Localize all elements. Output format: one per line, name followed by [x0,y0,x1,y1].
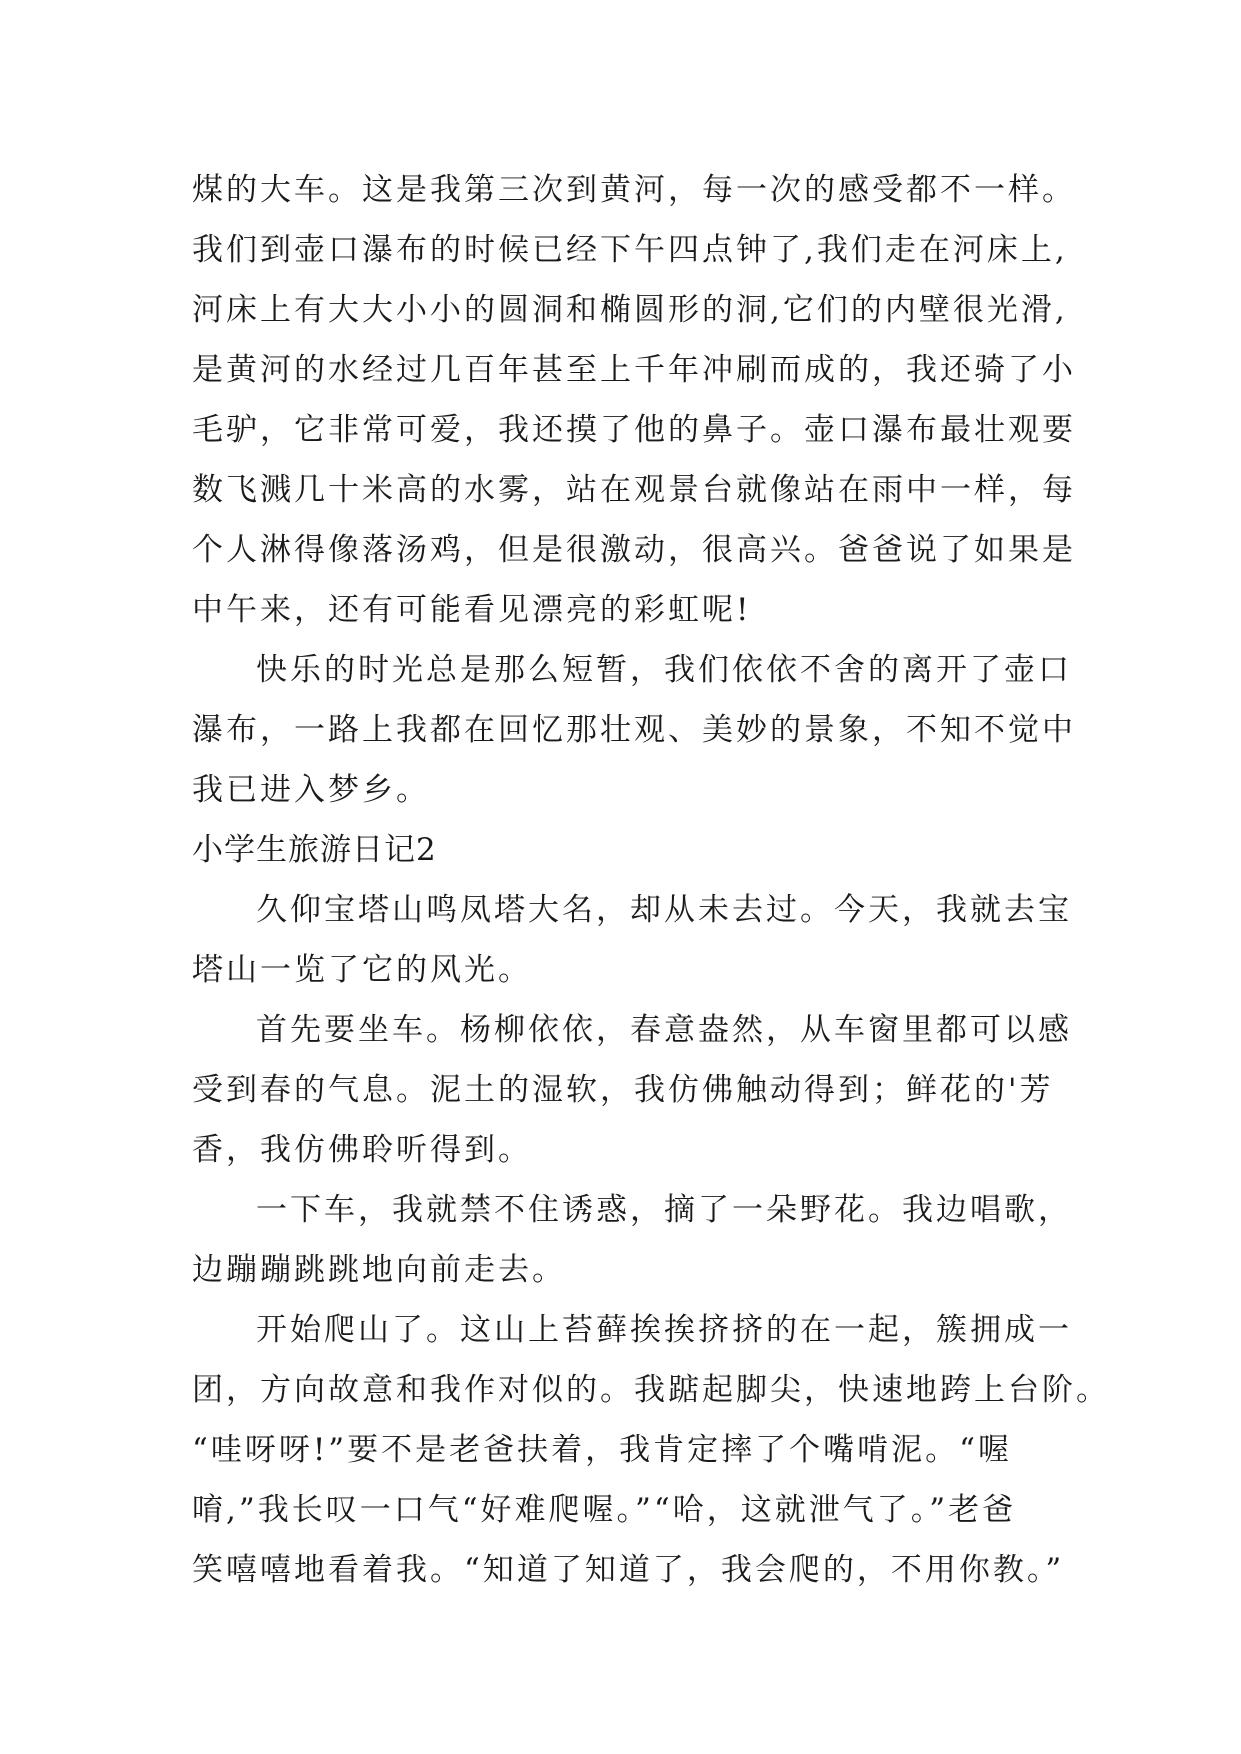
text-line: 香，我仿佛聆听得到。 [192,1132,532,1168]
text-line: 是黄河的水经过几百年甚至上千年冲刷而成的，我还骑了小 [192,352,1076,388]
text-line: “哇呀呀!”要不是老爸扶着，我肯定摔了个嘴啃泥。“喔 [192,1432,1012,1468]
text-line: 我已进入梦乡。 [192,772,430,808]
text-line: 个人淋得像落汤鸡，但是很激动，很高兴。爸爸说了如果是 [192,532,1076,568]
paragraph-start-line: 一下车，我就禁不住诱惑，摘了一朵野花。我边唱歌， [256,1192,1072,1228]
text-line: 毛驴，它非常可爱，我还摸了他的鼻子。壶口瀑布最壮观要 [192,412,1076,448]
text-line: 笑嘻嘻地看着我。“知道了知道了，我会爬的，不用你教。” [192,1552,1065,1588]
section-heading: 小学生旅游日记2 [192,832,437,868]
text-line: 塔山一览了它的风光。 [192,952,532,988]
text-line: 煤的大车。这是我第三次到黄河，每一次的感受都不一样。 [192,172,1076,208]
text-line: 我们到壶口瀑布的时候已经下午四点钟了,我们走在河床上, [192,232,1068,268]
text-line: 中午来，还有可能看见漂亮的彩虹呢! [192,592,752,628]
paragraph-start-line: 久仰宝塔山鸣凤塔大名，却从未去过。今天，我就去宝 [256,892,1072,928]
text-line: 边蹦蹦跳跳地向前走去。 [192,1252,566,1288]
text-line: 河床上有大大小小的圆洞和椭圆形的洞,它们的内壁很光滑, [192,292,1068,328]
text-line: 瀑布，一路上我都在回忆那壮观、美妙的景象，不知不觉中 [192,712,1076,748]
text-line: 团，方向故意和我作对似的。我踮起脚尖，快速地跨上台阶。 [192,1372,1110,1408]
text-line: 受到春的气息。泥土的湿软，我仿佛触动得到；鲜花的'芳 [192,1072,1054,1108]
paragraph-start-line: 开始爬山了。这山上苔藓挨挨挤挤的在一起，簇拥成一 [256,1312,1072,1348]
text-line: 数飞溅几十米高的水雾，站在观景台就像站在雨中一样，每 [192,472,1076,508]
document-body [192,160,1110,1600]
paragraph-start-line: 首先要坐车。杨柳依依，春意盎然，从车窗里都可以感 [256,1012,1072,1048]
paragraph-start-line: 快乐的时光总是那么短暂，我们依依不舍的离开了壶口 [256,652,1072,688]
text-line: 唷,”我长叹一口气“好难爬喔。”“哈，这就泄气了。”老爸 [192,1492,1017,1528]
